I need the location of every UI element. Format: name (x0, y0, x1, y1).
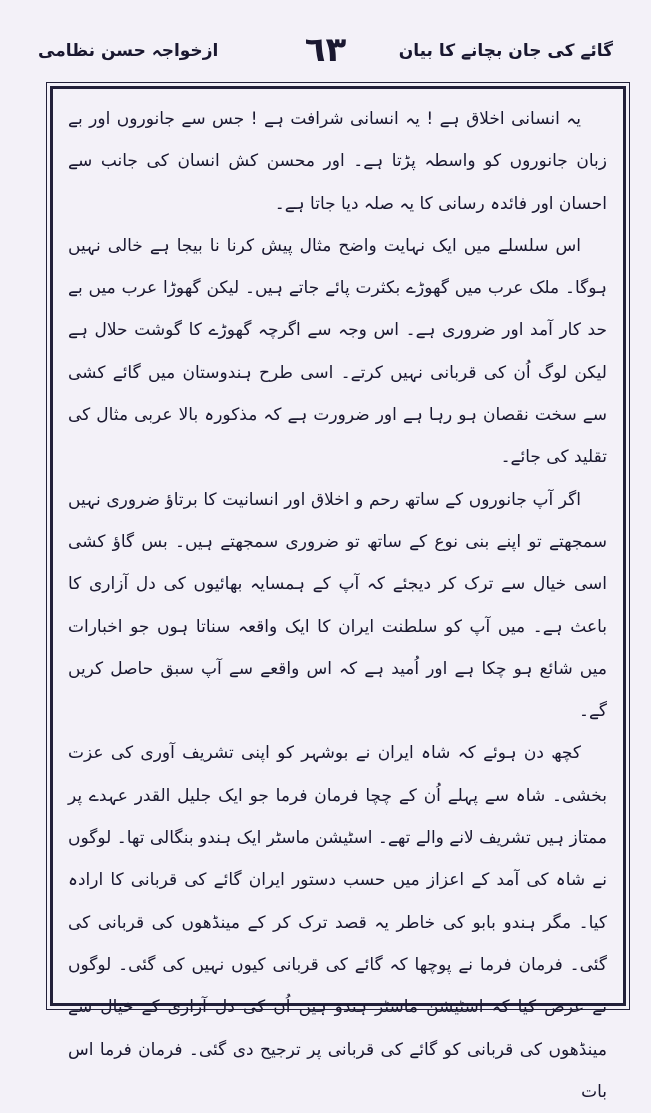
paragraph: کچھ دن ہوئے کہ شاہ ایران نے بوشہر کو اپنی تشریف آوری کی عزت بخشی۔ شاہ سے پہلے اُن کے چچا فرمان فرما جو ایک جلیل القدر عہدے پر ممتاز ہیں تشریف لانے والے تھے۔ اسٹیشن ماسٹر ایک ہندو بنگالی تھا۔ لوگوں نے شاہ کی آمد کے اعزاز میں حسب دستور ایران گائے کی قربانی کا ارادہ کیا۔ مگر ہندو بابو کی خاطر یہ قصد ترک کر کے مینڈھوں کی قربانی کی گئی۔ فرمان فرما نے پوچھا کہ گائے کی قربانی کیوں نہیں کی گئی۔ لوگوں نے عرض کیا کہ اسٹیشن ماسٹر ہندو ہیں اُن کی دل آزاری کے خیال سے مینڈھوں کی قربانی کو گائے کی قربانی پر ترجیح دی گئی۔ فرمان فرما اس بات (68, 743, 607, 1102)
chapter-title: گائے کی جان بچانے کا بیان (398, 41, 613, 61)
page-number: ٦٣ (304, 30, 347, 70)
page-header (38, 30, 613, 82)
paragraph: اگر آپ جانوروں کے ساتھ رحم و اخلاق اور انسانیت کا برتاؤ ضروری نہیں سمجھتے تو اپنے بنی نوع کے ساتھ تو ضروری سمجھتے ہیں۔ بس گاؤ کشی اسی خیال سے ترک کر دیجئے کہ آپ کے ہمسایہ بھائیوں کی دل آزاری کا باعث ہے۔ میں آپ کو سلطنت ایران کا ایک واقعہ سناتا ہوں جو اخبارات میں شائع ہو چکا ہے اور اُمید ہے کہ اس واقعے سے آپ سبق حاصل کریں گے۔ (68, 489, 607, 722)
page-body (68, 98, 607, 1102)
paragraph: اس سلسلے میں ایک نہایت واضح مثال پیش کرنا نا بیجا ہے خالی نہیں ہوگا۔ ملک عرب میں گھوڑے بکثرت پائے جاتے ہیں۔ لیکن گھوڑا عرب میں بے حد کار آمد اور ضروری ہے۔ اس وجہ سے اگرچہ گھوڑے کا گوشت حلال ہے لیکن لوگ اُن کی قربانی نہیں کرتے۔ اسی طرح ہندوستان میں گائے کشی سے سخت نقصان ہو رہا ہے اور ضرورت ہے کہ مذکورہ بالا عربی مثال کی تقلید کی جائے۔ (68, 235, 607, 468)
author-line: ازخواجہ حسن نظامی (38, 41, 219, 61)
paragraph: یہ انسانی اخلاق ہے ! یہ انسانی شرافت ہے ! جس سے جانوروں اور بے زبان جانوروں کو واسطہ پڑتا ہے۔ اور محسن کش انسان کی جانب سے احسان اور فائدہ رسانی کا یہ صلہ دیا جاتا ہے۔ (68, 109, 607, 214)
